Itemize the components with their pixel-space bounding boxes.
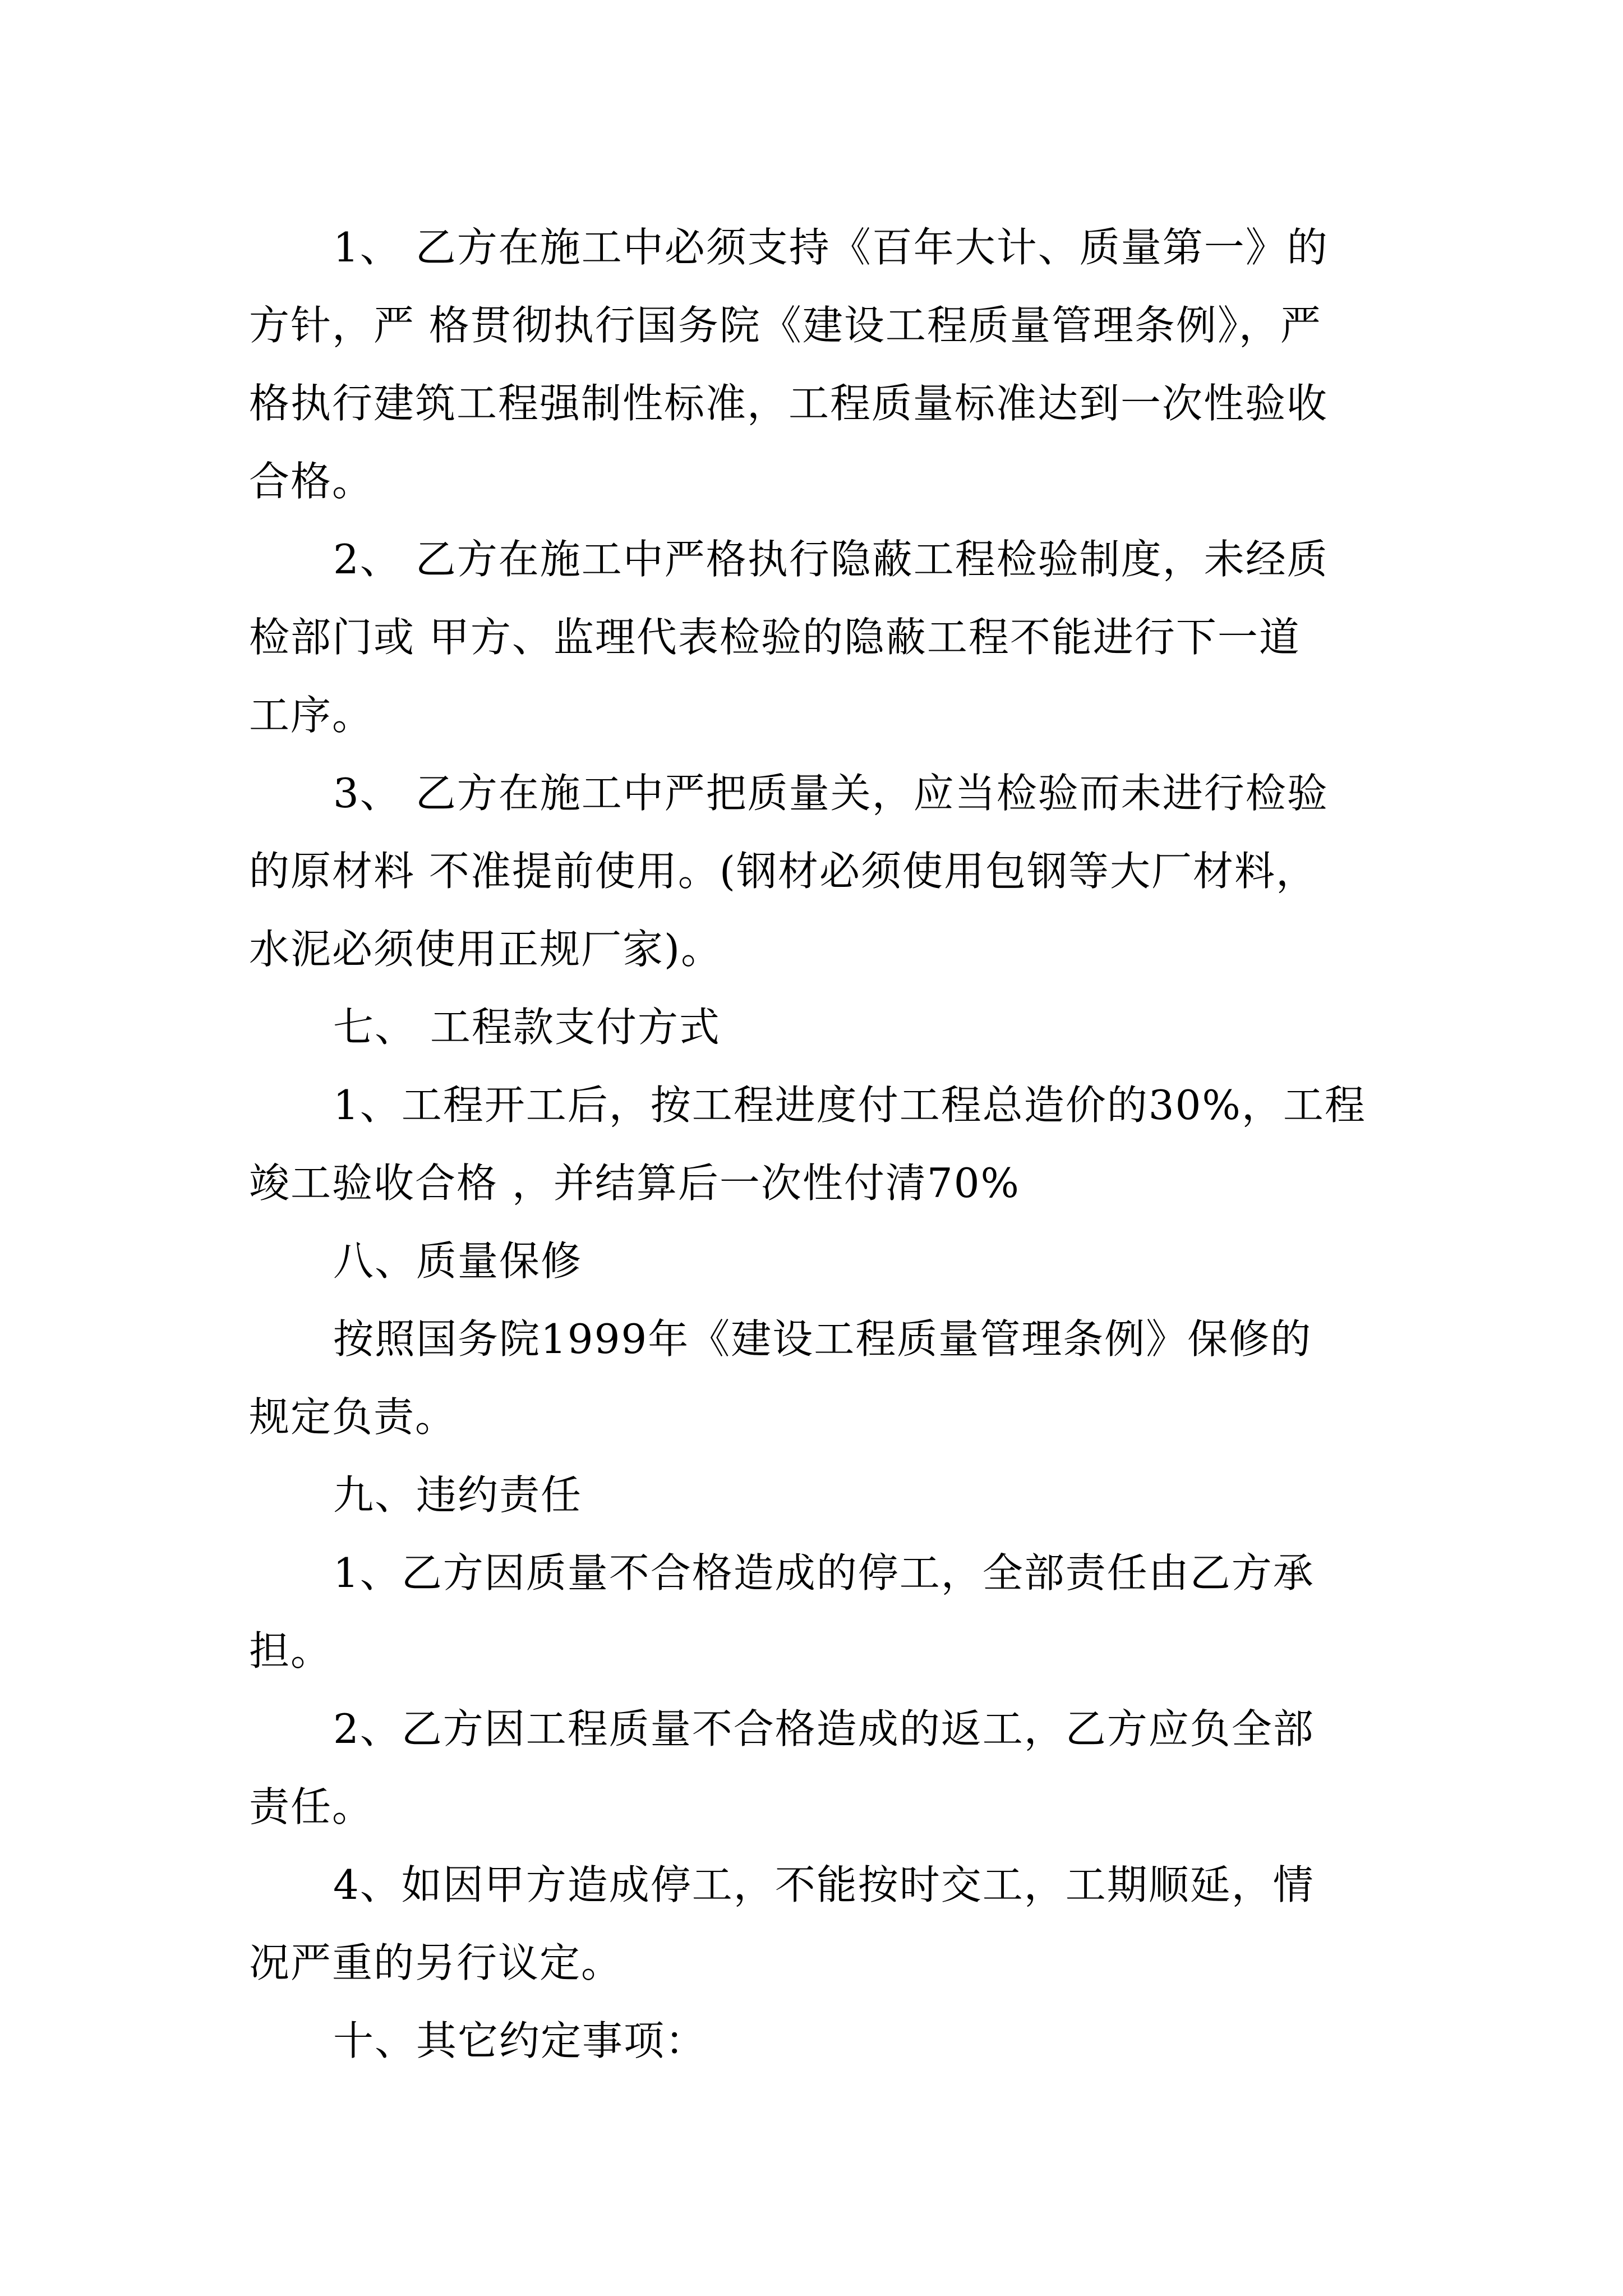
text-line: 水泥必须使用正规厂家)。 <box>249 926 723 973</box>
text-line: 1、 乙方在施工中必须支持《百年大计、质量第一》的 <box>333 224 1329 271</box>
text-line: 工序。 <box>249 692 374 739</box>
text-line: 合格。 <box>249 458 374 505</box>
text-line: 按照国务院1999年《建设工程质量管理条例》保修的 <box>333 1315 1312 1363</box>
section-heading: 八、质量保修 <box>333 1237 583 1285</box>
text-line: 规定负责。 <box>249 1393 457 1441</box>
document-body <box>249 209 1387 2080</box>
text-line: 格执行建筑工程强制性标准，工程质量标准达到一次性验收 <box>249 380 1329 427</box>
text-line: 检部门或 甲方、监理代表检验的隐蔽工程不能进行下一道 <box>249 614 1301 661</box>
text-line: 1、乙方因质量不合格造成的停工，全部责任由乙方承 <box>333 1549 1315 1596</box>
text-line: 2、乙方因工程质量不合格造成的返工，乙方应负全部 <box>333 1705 1315 1752</box>
text-line: 竣工验收合格 ，并结算后一次性付清70% <box>249 1159 1020 1207</box>
text-line: 况严重的另行议定。 <box>249 1939 623 1986</box>
text-line: 担。 <box>249 1627 333 1674</box>
text-line: 3、 乙方在施工中严把质量关，应当检验而未进行检验 <box>333 770 1329 817</box>
text-line: 的原材料 不准提前使用。(钢材必须使用包钢等大厂材料， <box>249 848 1317 895</box>
section-heading: 九、违约责任 <box>333 1471 583 1519</box>
text-line: 1、工程开工后，按工程进度付工程总造价的30%，工程 <box>333 1082 1366 1129</box>
section-heading: 七、 工程款支付方式 <box>333 1004 721 1051</box>
text-line: 方针，严 格贯彻执行国务院《建设工程质量管理条例》，严 <box>249 302 1322 349</box>
text-line: 2、 乙方在施工中严格执行隐蔽工程检验制度，未经质 <box>333 536 1329 583</box>
text-line: 责任。 <box>249 1783 374 1830</box>
section-heading: 十、其它约定事项： <box>333 2017 707 2064</box>
text-line: 4、如因甲方造成停工，不能按时交工，工期顺延，情 <box>333 1861 1315 1908</box>
